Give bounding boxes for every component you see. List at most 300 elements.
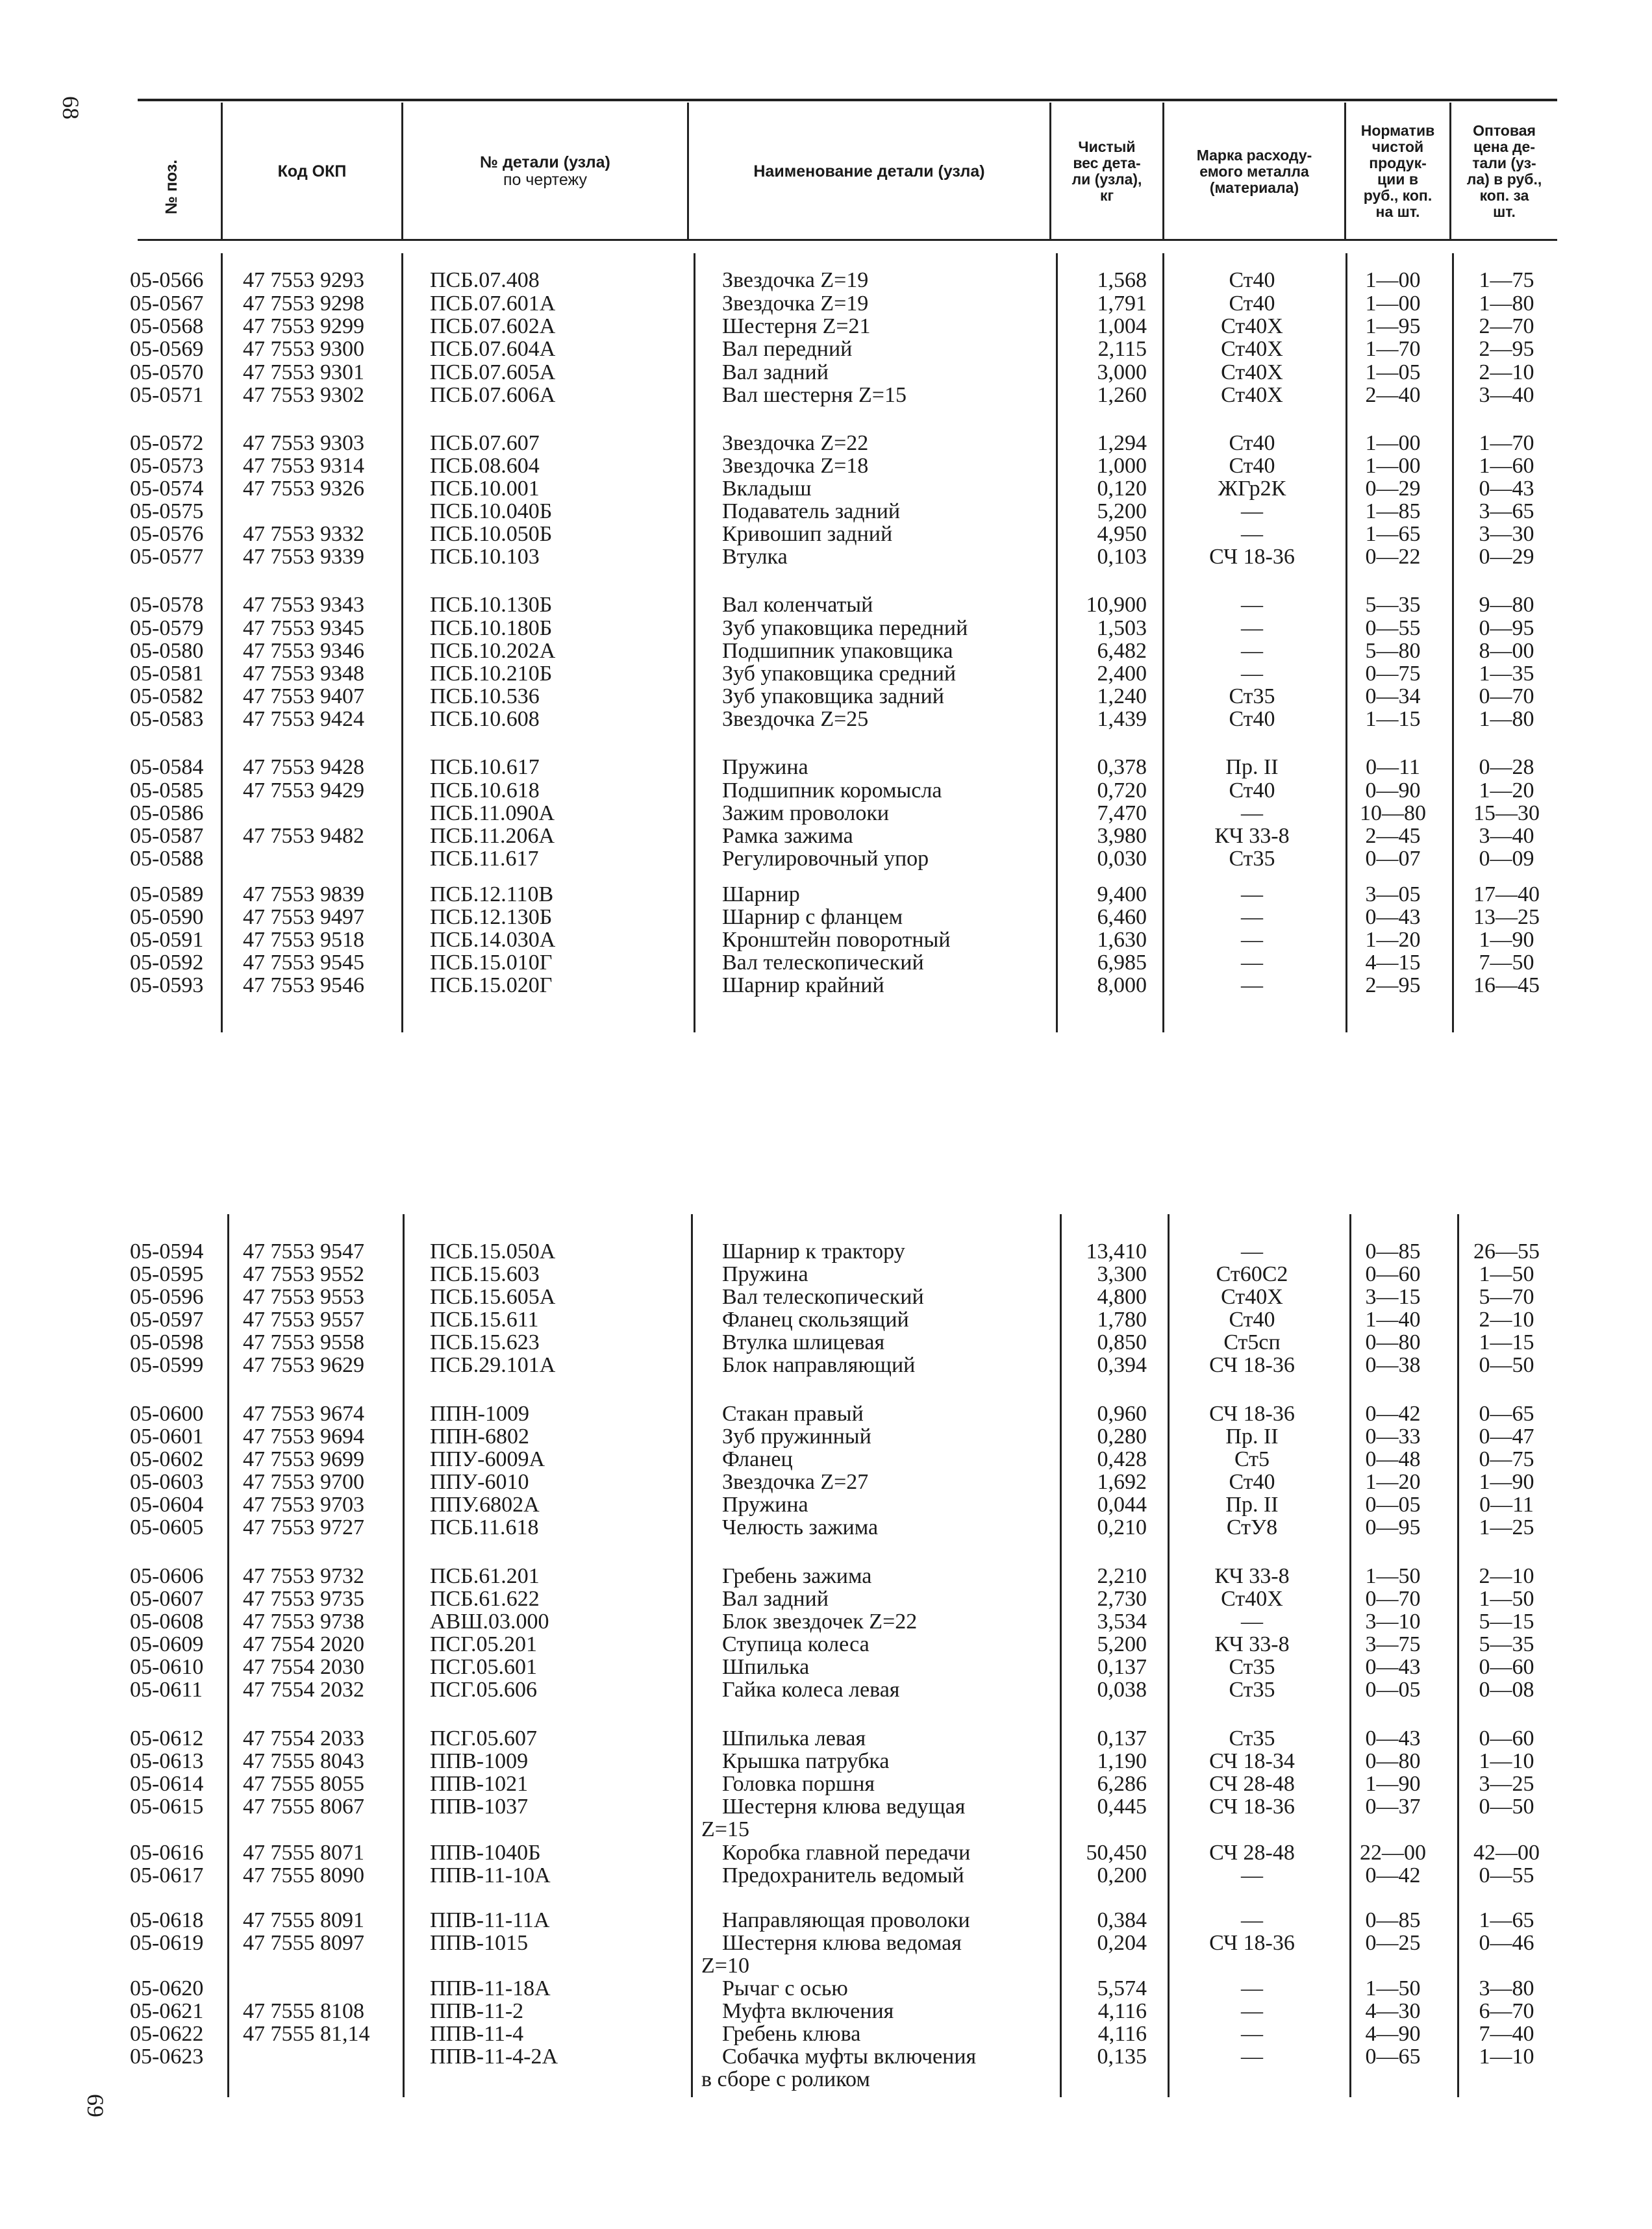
item-pos: 05-0591 <box>130 928 204 952</box>
item-norm: 0—37 <box>1365 1795 1421 1819</box>
item-wholesale-price: 0—43 <box>1479 477 1534 501</box>
item-drawing-number: ПСБ.10.130Б <box>430 593 553 617</box>
item-material: — <box>1241 499 1263 523</box>
item-material: Ст40Х <box>1221 383 1283 407</box>
item-material: — <box>1241 905 1263 929</box>
table-row <box>0 1308 1652 1331</box>
item-net-weight: 0,394 <box>1097 1353 1147 1377</box>
item-pos: 05-0593 <box>130 973 204 997</box>
item-drawing-number: ППВ-11-10А <box>430 1863 551 1887</box>
item-net-weight: 1,004 <box>1097 314 1147 338</box>
item-wholesale-price: 1—70 <box>1479 431 1534 455</box>
item-drawing-number: ПСБ.10.202А <box>430 639 556 663</box>
item-net-weight: 2,730 <box>1097 1587 1147 1611</box>
item-okp-code: 47 7555 8055 <box>243 1772 364 1796</box>
item-drawing-number: ППУ.6802А <box>430 1493 540 1517</box>
item-name: Кривошип задний <box>722 522 893 546</box>
item-norm: 5—80 <box>1365 639 1421 663</box>
item-name: Шпилька <box>722 1655 810 1679</box>
item-name: Вал телескопический <box>722 951 924 975</box>
item-material: Пр. II <box>1225 1425 1279 1449</box>
item-wholesale-price: 5—15 <box>1479 1610 1534 1634</box>
item-norm: 0—85 <box>1365 1908 1421 1932</box>
table-row <box>0 1448 1652 1471</box>
header-name: Наименование детали (узла) <box>753 162 985 181</box>
item-pos: 05-0598 <box>130 1330 204 1354</box>
item-material: Ст40 <box>1229 268 1275 292</box>
item-net-weight: 7,470 <box>1097 801 1147 825</box>
item-drawing-number: ПСБ.11.617 <box>430 847 539 871</box>
item-material: — <box>1241 801 1263 825</box>
item-net-weight: 1,791 <box>1097 292 1147 316</box>
item-drawing-number: ПСБ.12.110В <box>430 882 554 906</box>
item-material: Ст40Х <box>1221 314 1283 338</box>
item-wholesale-price: 3—80 <box>1479 1976 1534 2000</box>
item-drawing-number: ППН-1009 <box>430 1402 529 1426</box>
item-norm: 0—85 <box>1365 1239 1421 1264</box>
item-net-weight: 2,115 <box>1097 337 1147 361</box>
item-net-weight: 1,240 <box>1097 684 1147 708</box>
table-row <box>0 662 1652 685</box>
table-row <box>0 1656 1652 1678</box>
item-drawing-number: ПСБ.11.090А <box>430 801 555 825</box>
item-net-weight: 1,568 <box>1097 268 1147 292</box>
item-net-weight: 1,260 <box>1097 383 1147 407</box>
item-wholesale-price: 1—90 <box>1479 1470 1534 1494</box>
item-okp-code: 47 7555 8090 <box>243 1863 364 1887</box>
item-net-weight: 0,428 <box>1097 1447 1147 1471</box>
item-material: Ст35 <box>1229 684 1275 708</box>
item-okp-code: 47 7555 8091 <box>243 1908 364 1932</box>
item-name: Подаватель задний <box>722 499 901 523</box>
item-norm: 0—55 <box>1365 616 1421 640</box>
item-okp-code: 47 7555 8043 <box>243 1749 364 1773</box>
item-net-weight: 3,534 <box>1097 1610 1147 1634</box>
item-drawing-number: ПСБ.10.180Б <box>430 616 553 640</box>
table-row <box>0 1795 1652 1818</box>
item-pos: 05-0566 <box>130 268 204 292</box>
item-name: Коробка главной передачи <box>722 1841 971 1865</box>
item-wholesale-price: 0—65 <box>1479 1402 1534 1426</box>
item-norm: 5—35 <box>1365 593 1421 617</box>
item-norm: 3—05 <box>1365 882 1421 906</box>
table-row <box>0 1610 1652 1633</box>
item-wholesale-price: 0—50 <box>1479 1795 1534 1819</box>
item-okp-code: 47 7553 9346 <box>243 639 364 663</box>
item-drawing-number: ПСБ.10.536 <box>430 684 540 708</box>
item-okp-code: 47 7555 8071 <box>243 1841 364 1865</box>
item-okp-code: 47 7553 9482 <box>243 824 364 848</box>
item-wholesale-price: 1—50 <box>1479 1587 1534 1611</box>
item-drawing-number: ПСБ.10.001 <box>430 477 540 501</box>
item-okp-code: 47 7553 9332 <box>243 522 364 546</box>
item-name: Рычаг с осью <box>722 1976 848 2000</box>
item-name: Фланец <box>722 1447 793 1471</box>
item-drawing-number: ППУ-6009А <box>430 1447 545 1471</box>
item-wholesale-price: 3—40 <box>1479 383 1534 407</box>
item-material: — <box>1241 882 1263 906</box>
item-pos: 05-0580 <box>130 639 204 663</box>
item-pos: 05-0605 <box>130 1515 204 1539</box>
item-okp-code: 47 7553 9302 <box>243 383 364 407</box>
item-name: Шестерня клюва ведомая <box>722 1931 962 1955</box>
item-name: Вал задний <box>722 360 829 384</box>
item-net-weight: 3,000 <box>1097 360 1147 384</box>
item-material: Ст40 <box>1229 1308 1275 1332</box>
item-material: Ст40Х <box>1221 360 1283 384</box>
item-wholesale-price: 1—65 <box>1479 1908 1534 1932</box>
item-net-weight: 1,190 <box>1097 1749 1147 1773</box>
item-norm: 0—43 <box>1365 905 1421 929</box>
item-norm: 0—22 <box>1365 545 1421 569</box>
item-okp-code: 47 7553 9546 <box>243 973 364 997</box>
item-name: Гребень зажима <box>722 1564 872 1588</box>
item-net-weight: 1,294 <box>1097 431 1147 455</box>
item-pos: 05-0623 <box>130 2045 204 2069</box>
item-wholesale-price: 1—25 <box>1479 1515 1534 1539</box>
item-norm: 0—95 <box>1365 1515 1421 1539</box>
table-row <box>0 1864 1652 1887</box>
item-drawing-number: ПСБ.15.603 <box>430 1262 540 1286</box>
item-drawing-number: ПСБ.15.605А <box>430 1285 556 1309</box>
item-wholesale-price: 0—47 <box>1479 1425 1534 1449</box>
table-row <box>0 500 1652 523</box>
item-norm: 4—90 <box>1365 2022 1421 2046</box>
header-weight: Чистый вес дета- ли (узла), кг <box>1071 138 1142 204</box>
table-row <box>0 1954 1652 1977</box>
item-wholesale-price: 1—15 <box>1479 1330 1534 1354</box>
item-okp-code: 47 7555 8067 <box>243 1795 364 1819</box>
item-drawing-number: ПСБ.07.605А <box>430 360 556 384</box>
item-name: Шарнир с фланцем <box>722 905 903 929</box>
item-norm: 0—38 <box>1365 1353 1421 1377</box>
item-drawing-number: ПСБ.10.050Б <box>430 522 553 546</box>
item-net-weight: 0,103 <box>1097 545 1147 569</box>
item-material: Ст40Х <box>1221 1587 1283 1611</box>
item-net-weight: 6,985 <box>1097 951 1147 975</box>
item-pos: 05-0579 <box>130 616 204 640</box>
table-row <box>0 1565 1652 1588</box>
item-pos: 05-0577 <box>130 545 204 569</box>
item-wholesale-price: 0—29 <box>1479 545 1534 569</box>
table-row <box>0 1286 1652 1308</box>
item-material: Пр. II <box>1225 755 1279 779</box>
table-row <box>0 802 1652 825</box>
table-row <box>0 1932 1652 1954</box>
item-pos: 05-0618 <box>130 1908 204 1932</box>
item-pos: 05-0590 <box>130 905 204 929</box>
item-net-weight: 0,200 <box>1097 1863 1147 1887</box>
item-material: СЧ 28-48 <box>1209 1841 1295 1865</box>
item-name: Собачка муфты включения <box>722 2045 977 2069</box>
item-net-weight: 0,720 <box>1097 778 1147 803</box>
item-okp-code: 47 7555 8108 <box>243 1999 364 2023</box>
item-norm: 2—95 <box>1365 973 1421 997</box>
item-pos: 05-0588 <box>130 847 204 871</box>
item-norm: 1—50 <box>1365 1976 1421 2000</box>
item-net-weight: 5,574 <box>1097 1976 1147 2000</box>
item-pos: 05-0578 <box>130 593 204 617</box>
item-net-weight: 0,137 <box>1097 1726 1147 1750</box>
item-drawing-number: ПСГ.05.607 <box>430 1726 538 1750</box>
item-pos: 05-0603 <box>130 1470 204 1494</box>
item-pos: 05-0607 <box>130 1587 204 1611</box>
item-pos: 05-0581 <box>130 662 204 686</box>
item-wholesale-price: 0—46 <box>1479 1931 1534 1955</box>
item-name: Шарнир к трактору <box>722 1239 905 1264</box>
item-pos: 05-0570 <box>130 360 204 384</box>
item-material: — <box>1241 928 1263 952</box>
item-name: Фланец скользящий <box>722 1308 909 1332</box>
item-okp-code: 47 7554 2020 <box>243 1632 364 1656</box>
item-net-weight: 9,400 <box>1097 882 1147 906</box>
item-norm: 0—11 <box>1366 755 1420 779</box>
item-pos: 05-0622 <box>130 2022 204 2046</box>
item-okp-code: 47 7553 9348 <box>243 662 364 686</box>
item-name: Звездочка Z=19 <box>722 268 869 292</box>
item-norm: 1—20 <box>1365 1470 1421 1494</box>
table-row <box>0 825 1652 847</box>
item-name: Звездочка Z=27 <box>722 1470 869 1494</box>
item-material: Ст40 <box>1229 454 1275 478</box>
item-norm: 1—95 <box>1365 314 1421 338</box>
item-wholesale-price: 0—28 <box>1479 755 1534 779</box>
item-net-weight: 0,030 <box>1097 847 1147 871</box>
item-net-weight: 4,800 <box>1097 1285 1147 1309</box>
item-wholesale-price: 0—75 <box>1479 1447 1534 1471</box>
item-pos: 05-0587 <box>130 824 204 848</box>
item-net-weight: 0,135 <box>1097 2045 1147 2069</box>
table-row <box>0 545 1652 568</box>
item-material: Ст40 <box>1229 1470 1275 1494</box>
page-number-top: 68 <box>58 96 84 119</box>
item-pos: 05-0600 <box>130 1402 204 1426</box>
item-name: Пружина <box>722 1493 808 1517</box>
item-norm: 0—65 <box>1365 2045 1421 2069</box>
item-drawing-number: ПСБ.10.618 <box>430 778 540 803</box>
item-norm: 0—80 <box>1365 1749 1421 1773</box>
header-material: Марка расходу- емого металла (материала) <box>1196 146 1312 196</box>
table-row <box>0 617 1652 640</box>
item-name: Крышка патрубка <box>722 1749 890 1773</box>
item-norm: 1—40 <box>1365 1308 1421 1332</box>
item-drawing-number: ПСБ.10.103 <box>430 545 540 569</box>
table-row <box>0 1773 1652 1795</box>
item-pos: 05-0615 <box>130 1795 204 1819</box>
item-name: Направляющая проволоки <box>722 1908 970 1932</box>
item-pos: 05-0620 <box>130 1976 204 2000</box>
item-material: Пр. II <box>1225 1493 1279 1517</box>
item-okp-code: 47 7553 9303 <box>243 431 364 455</box>
item-wholesale-price: 1—90 <box>1479 928 1534 952</box>
item-norm: 0—60 <box>1365 1262 1421 1286</box>
table-row <box>0 1841 1652 1864</box>
item-drawing-number: ПСБ.15.050А <box>430 1239 556 1264</box>
item-norm: 2—45 <box>1365 824 1421 848</box>
item-material: — <box>1241 1976 1263 2000</box>
item-net-weight: 6,460 <box>1097 905 1147 929</box>
item-norm: 1—50 <box>1365 1564 1421 1588</box>
item-material: Ст40 <box>1229 292 1275 316</box>
table-row <box>0 951 1652 974</box>
item-pos: 05-0582 <box>130 684 204 708</box>
item-material: СтУ8 <box>1226 1515 1278 1539</box>
item-drawing-number: ПСБ.08.604 <box>430 454 540 478</box>
item-name: Регулировочный упор <box>722 847 929 871</box>
item-drawing-number: ППВ-1040Б <box>430 1841 541 1865</box>
item-net-weight: 0,384 <box>1097 1908 1147 1932</box>
item-norm: 10—80 <box>1360 801 1426 825</box>
item-material: Ст5 <box>1234 1447 1270 1471</box>
table-row <box>0 361 1652 384</box>
item-name: Гребень клюва <box>722 2022 861 2046</box>
item-wholesale-price: 7—50 <box>1479 951 1534 975</box>
item-net-weight: 0,280 <box>1097 1425 1147 1449</box>
table-row <box>0 847 1652 870</box>
item-name: Z=10 <box>701 1954 749 1978</box>
item-okp-code: 47 7553 9343 <box>243 593 364 617</box>
item-material: — <box>1241 1610 1263 1634</box>
item-material: СЧ 28-48 <box>1209 1772 1295 1796</box>
item-material: КЧ 33-8 <box>1214 1564 1290 1588</box>
item-pos: 05-0575 <box>130 499 204 523</box>
item-wholesale-price: 2—70 <box>1479 314 1534 338</box>
item-drawing-number: ППВ-11-4-2А <box>430 2045 558 2069</box>
item-pos: 05-0611 <box>130 1678 203 1702</box>
item-wholesale-price: 2—10 <box>1479 360 1534 384</box>
item-wholesale-price: 1—80 <box>1479 707 1534 731</box>
item-material: Ст35 <box>1229 847 1275 871</box>
header-top-rule <box>138 99 1557 101</box>
table-row <box>0 1263 1652 1286</box>
item-norm: 0—80 <box>1365 1330 1421 1354</box>
item-wholesale-price: 6—70 <box>1479 1999 1534 2023</box>
item-name: Шестерня клюва ведущая <box>722 1795 966 1819</box>
item-okp-code: 47 7553 9738 <box>243 1610 364 1634</box>
item-norm: 22—00 <box>1360 1841 1426 1865</box>
item-okp-code: 47 7553 9424 <box>243 707 364 731</box>
item-name: Z=15 <box>701 1817 749 1841</box>
item-material: — <box>1241 522 1263 546</box>
item-material: СЧ 18-36 <box>1209 1353 1295 1377</box>
item-drawing-number: ППВ-1037 <box>430 1795 529 1819</box>
item-norm: 1—00 <box>1365 431 1421 455</box>
item-okp-code: 47 7553 9699 <box>243 1447 364 1471</box>
item-material: — <box>1241 639 1263 663</box>
item-norm: 0—42 <box>1365 1402 1421 1426</box>
item-norm: 0—48 <box>1365 1447 1421 1471</box>
item-drawing-number: ПСГ.05.601 <box>430 1655 538 1679</box>
item-norm: 1—70 <box>1365 337 1421 361</box>
item-norm: 3—15 <box>1365 1285 1421 1309</box>
item-pos: 05-0574 <box>130 477 204 501</box>
item-okp-code: 47 7553 9299 <box>243 314 364 338</box>
item-norm: 0—43 <box>1365 1726 1421 1750</box>
item-material: СЧ 18-36 <box>1209 1931 1295 1955</box>
item-drawing-number: ПСБ.10.040Б <box>430 499 553 523</box>
item-wholesale-price: 1—35 <box>1479 662 1534 686</box>
item-material: — <box>1241 951 1263 975</box>
item-norm: 1—85 <box>1365 499 1421 523</box>
item-okp-code: 47 7553 9326 <box>243 477 364 501</box>
item-name: Звездочка Z=25 <box>722 707 869 731</box>
item-wholesale-price: 15—30 <box>1473 801 1540 825</box>
item-name: Звездочка Z=22 <box>722 431 869 455</box>
item-drawing-number: ППУ-6010 <box>430 1470 529 1494</box>
item-norm: 4—15 <box>1365 951 1421 975</box>
header-pos: № поз. <box>162 159 181 214</box>
item-name: Предохранитель ведомый <box>722 1863 964 1887</box>
item-drawing-number: ППН-6802 <box>430 1425 529 1449</box>
table-row <box>0 928 1652 951</box>
header-okp: Код ОКП <box>277 162 347 181</box>
item-name: Зуб упаковщика средний <box>722 662 957 686</box>
item-okp-code: 47 7553 9552 <box>243 1262 364 1286</box>
item-material: ЖГр2К <box>1218 477 1286 501</box>
item-pos: 05-0610 <box>130 1655 204 1679</box>
item-pos: 05-0571 <box>130 383 204 407</box>
item-name: в сборе с роликом <box>701 2067 870 2091</box>
item-norm: 0—25 <box>1365 1931 1421 1955</box>
item-norm: 1—00 <box>1365 268 1421 292</box>
item-norm: 1—90 <box>1365 1772 1421 1796</box>
item-drawing-number: ППВ-1015 <box>430 1931 529 1955</box>
item-okp-code: 47 7554 2032 <box>243 1678 364 1702</box>
item-net-weight: 6,482 <box>1097 639 1147 663</box>
table-row <box>0 2023 1652 2045</box>
item-okp-code: 47 7553 9703 <box>243 1493 364 1517</box>
item-name: Гайка колеса левая <box>722 1678 900 1702</box>
table-row <box>0 1516 1652 1539</box>
item-net-weight: 5,200 <box>1097 499 1147 523</box>
item-wholesale-price: 26—55 <box>1473 1239 1540 1264</box>
item-wholesale-price: 0—11 <box>1479 1493 1534 1517</box>
item-drawing-number: ПСБ.61.201 <box>430 1564 540 1588</box>
item-wholesale-price: 5—70 <box>1479 1285 1534 1309</box>
item-drawing-number: ПСБ.15.010Г <box>430 951 553 975</box>
item-okp-code: 47 7554 2033 <box>243 1726 364 1750</box>
item-pos: 05-0601 <box>130 1425 204 1449</box>
item-net-weight: 0,137 <box>1097 1655 1147 1679</box>
item-material: — <box>1241 1908 1263 1932</box>
item-norm: 0—90 <box>1365 778 1421 803</box>
table-row <box>0 1977 1652 2000</box>
item-name: Звездочка Z=18 <box>722 454 869 478</box>
item-drawing-number: ПСБ.07.602А <box>430 314 556 338</box>
item-okp-code: 47 7555 8097 <box>243 1931 364 1955</box>
item-okp-code: 47 7553 9293 <box>243 268 364 292</box>
item-okp-code: 47 7554 2030 <box>243 1655 364 1679</box>
item-okp-code: 47 7553 9558 <box>243 1330 364 1354</box>
item-okp-code: 47 7553 9545 <box>243 951 364 975</box>
item-okp-code: 47 7553 9629 <box>243 1353 364 1377</box>
item-drawing-number: ПСБ.07.606А <box>430 383 556 407</box>
item-drawing-number: ПСБ.29.101А <box>430 1353 556 1377</box>
item-name: Втулка шлицевая <box>722 1330 885 1354</box>
item-okp-code: 47 7553 9839 <box>243 882 364 906</box>
item-material: Ст35 <box>1229 1678 1275 1702</box>
item-name: Втулка <box>722 545 788 569</box>
item-okp-code: 47 7553 9553 <box>243 1285 364 1309</box>
item-wholesale-price: 16—45 <box>1473 973 1540 997</box>
item-norm: 0—05 <box>1365 1493 1421 1517</box>
item-net-weight: 5,200 <box>1097 1632 1147 1656</box>
table-row <box>0 1818 1652 1841</box>
item-drawing-number: ППВ-11-4 <box>430 2022 524 2046</box>
item-pos: 05-0614 <box>130 1772 204 1796</box>
item-norm: 2—40 <box>1365 383 1421 407</box>
item-name: Шестерня Z=21 <box>722 314 871 338</box>
